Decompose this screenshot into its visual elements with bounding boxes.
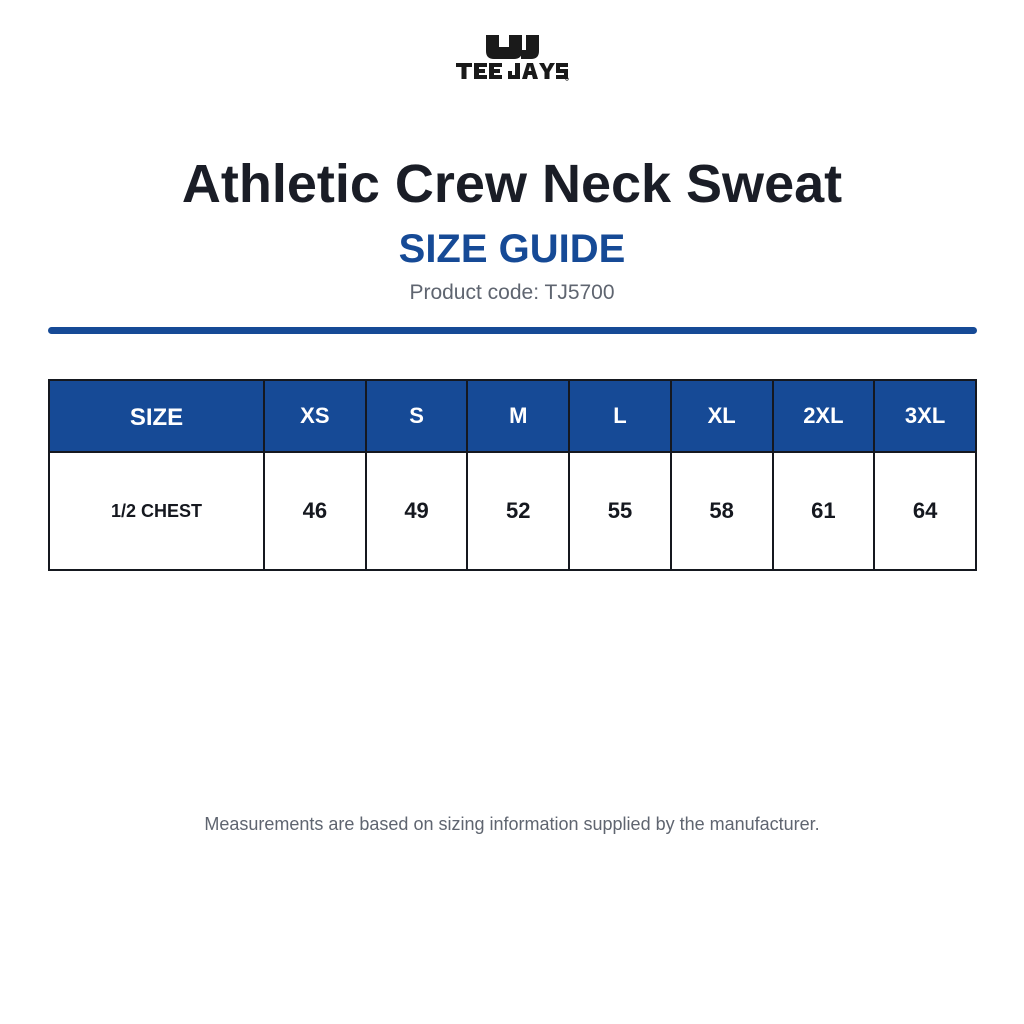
measurement-value: 58	[671, 452, 773, 570]
measurement-value: 61	[773, 452, 875, 570]
size-column-header: SIZE	[49, 380, 264, 452]
size-header-cell: M	[467, 380, 569, 452]
size-header-cell: XL	[671, 380, 773, 452]
measurement-value: 52	[467, 452, 569, 570]
measurement-value: 55	[569, 452, 671, 570]
size-header-cell: XS	[264, 380, 366, 452]
size-header-cell: 2XL	[773, 380, 875, 452]
header-divider	[48, 327, 977, 334]
size-header-cell: 3XL	[874, 380, 976, 452]
page-subtitle: SIZE GUIDE	[398, 227, 626, 271]
page-title: Athletic Crew Neck Sweat	[181, 154, 843, 214]
size-header-cell: S	[366, 380, 468, 452]
size-header-row	[49, 380, 976, 452]
size-header-cell: L	[569, 380, 671, 452]
measurement-footnote: Measurements are based on sizing information supplied by the manufacturer.	[204, 814, 820, 834]
brand-logo	[455, 34, 569, 82]
measurement-label: 1/2 CHEST	[49, 452, 264, 570]
measurement-value: 46	[264, 452, 366, 570]
size-table	[48, 379, 977, 571]
measurement-value: 64	[874, 452, 976, 570]
product-code: Product code: TJ5700	[409, 281, 615, 304]
measurement-value: 49	[366, 452, 468, 570]
table-row	[49, 452, 976, 570]
